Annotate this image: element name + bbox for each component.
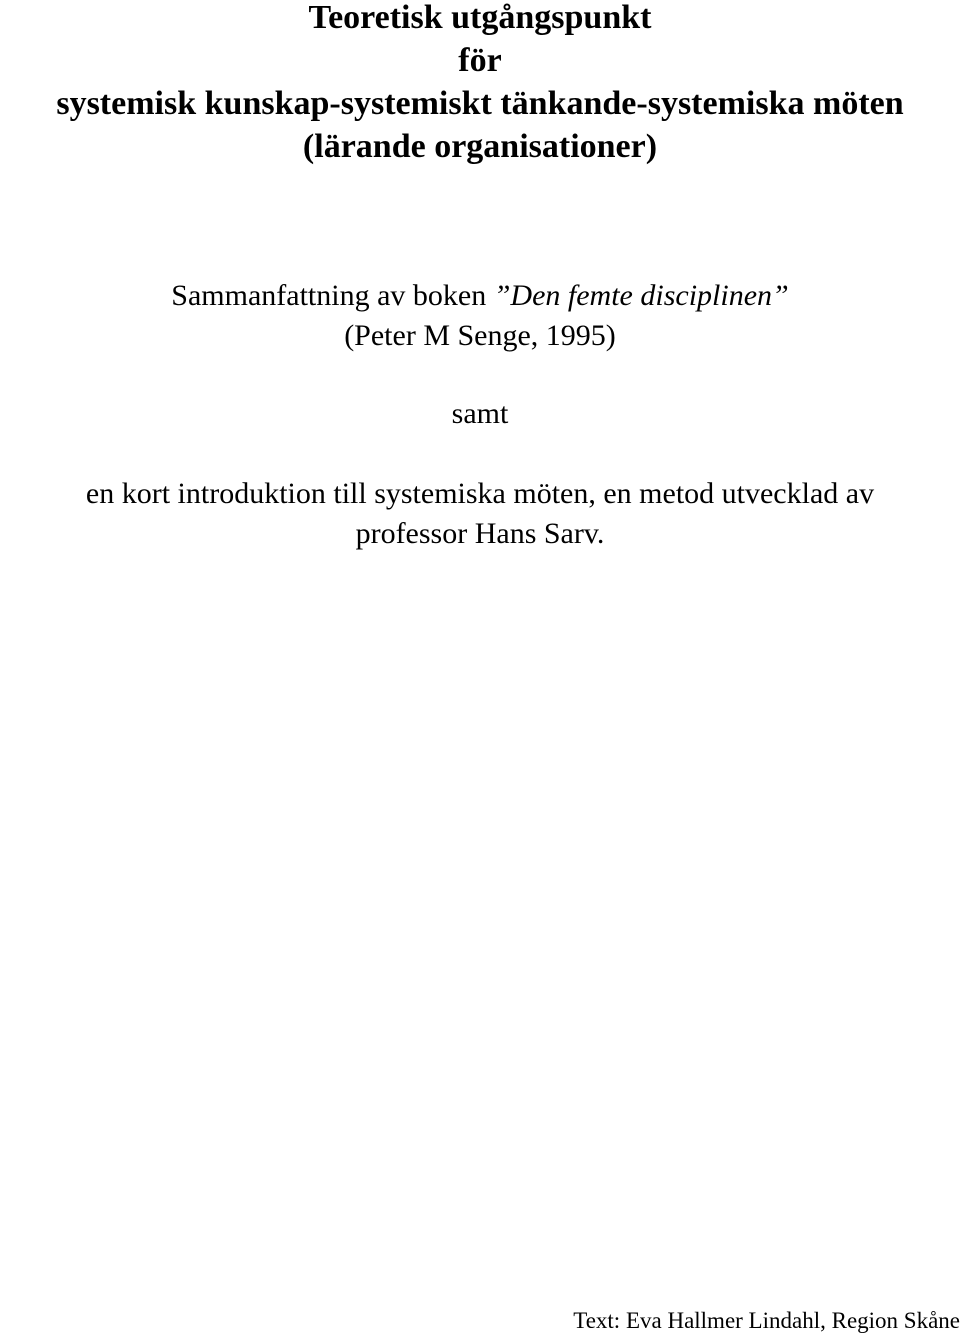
title-line-2: för [458,42,502,79]
document-title [0,0,960,168]
book-title: Den femte disciplinen [510,279,773,312]
title-line-4: (lärande organisationer) [302,128,658,165]
intro-section [0,474,960,554]
intro-line-2: professor Hans Sarv. [355,517,605,550]
author-credit: Text: Eva Hallmer Lindahl, Region Skåne [573,1308,960,1333]
book-title-close-quote: ” [772,279,789,312]
summary-line [0,276,960,316]
author-line: (Peter M Senge, 1995) [344,319,616,352]
title-line-1: Teoretisk utgångspunkt [308,0,652,36]
summary-prefix: Sammanfattning av boken [171,279,494,312]
title-line-3: systemisk kunskap-systemiskt tänkande-systemiska möten [56,85,904,122]
intro-line-1: en kort introduktion till systemiska möten, en metod utvecklad av [85,477,875,510]
conjunction-text: samt [451,397,509,430]
summary-section [0,276,960,356]
book-title-open-quote: ” [493,279,511,312]
